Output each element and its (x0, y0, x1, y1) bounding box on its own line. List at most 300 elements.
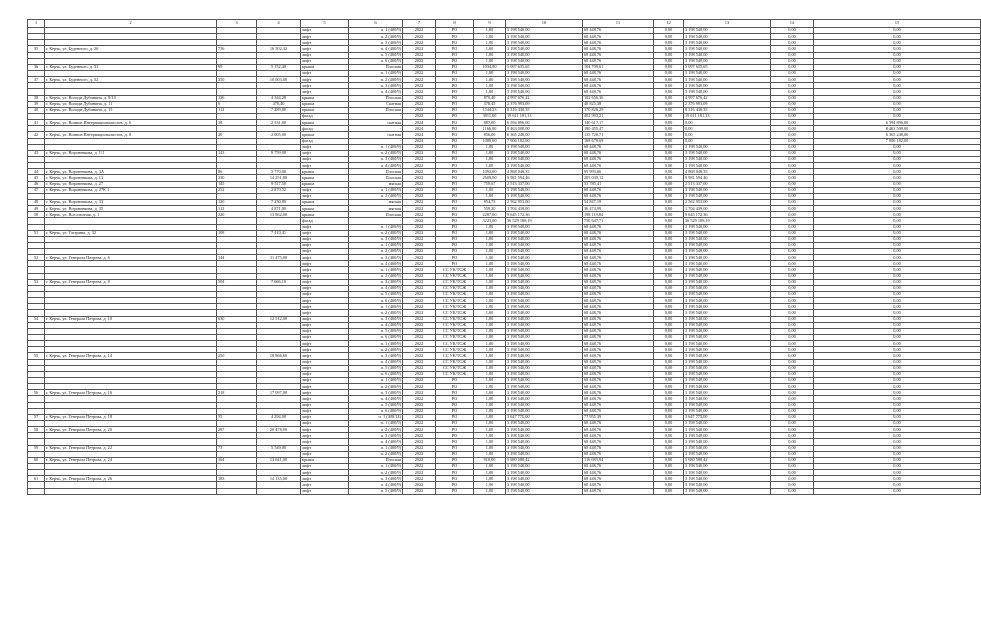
cell-col-13: 3 198 540,00 (684, 427, 771, 433)
cell-col-12: 0,00 (654, 132, 684, 138)
cell-col-1: 39 (28, 101, 45, 107)
cell-col-15: 0,00 (814, 439, 981, 445)
cell-col-7: 2022 (403, 310, 436, 316)
cell-col-2: г. Керчь, ул. Генерала Петрова, д. 24 (45, 457, 217, 463)
cell-col-2: г. Керчь, ул. Володи Дубинина, д. 9/19 (45, 95, 217, 101)
cell-col-9: 1,00 (474, 414, 506, 420)
cell-col-15: 0,00 (814, 40, 981, 46)
cell-col-3: 756 (217, 46, 257, 52)
cell-col-6: п. 6 (400/9) (349, 408, 403, 414)
cell-col-11: 68 448,76 (583, 341, 654, 347)
cell-col-5: лифт (301, 433, 349, 439)
cell-col-12: 0,00 (654, 273, 684, 279)
cell-col-13: 3 198 540,00 (684, 421, 771, 427)
cell-col-13: 3 198 540,00 (684, 304, 771, 310)
cell-col-6: п. 2 (400/9) (349, 427, 403, 433)
cell-col-13: 3 198 540,00 (684, 433, 771, 439)
cell-col-7: 2022 (403, 414, 436, 420)
cell-col-14: 0,00 (771, 64, 814, 70)
cell-col-7: 2022 (403, 230, 436, 236)
cell-col-6: Плоская (349, 457, 403, 463)
cell-col-10: 3 198 540,00 (506, 402, 583, 408)
cell-col-14: 0,00 (771, 83, 814, 89)
cell-col-10: 3 198 540,00 (506, 328, 583, 334)
cell-col-10: 9 981 594,46 (506, 175, 583, 181)
cell-col-5: лифт (301, 70, 349, 76)
cell-col-12: 0,00 (654, 242, 684, 248)
cell-col-6: п. 5 (400/9) (349, 328, 403, 334)
cell-col-9: 1,00 (474, 89, 506, 95)
cell-col-4: 2 870,52 (257, 187, 301, 193)
cell-col-6: скатная (349, 132, 403, 138)
cell-col-6: п. 1 (400/9) (349, 187, 403, 193)
cell-col-8: РО (436, 457, 474, 463)
cell-col-11: 68 448,76 (583, 267, 654, 273)
cell-col-3: 250 (217, 353, 257, 359)
cell-col-9: 1,00 (474, 390, 506, 396)
cell-col-5: лифт (301, 316, 349, 322)
cell-col-11: 68 448,76 (583, 273, 654, 279)
cell-col-2: г. Керчь, ул. Генерала Петрова, д. 18 (45, 414, 217, 420)
cell-col-2: г. Керчь, ул. Гагарина, д. 32 (45, 230, 217, 236)
cell-col-14: 0,00 (771, 58, 814, 64)
cell-col-10: 3 198 540,00 (506, 255, 583, 261)
cell-col-11: 170 826,29 (583, 107, 654, 113)
cell-col-10: 3 198 540,00 (506, 89, 583, 95)
cell-col-11: 36 474,99 (583, 206, 654, 212)
cell-col-12: 0,00 (654, 120, 684, 126)
cell-col-6: п. 2 (400/9) (349, 470, 403, 476)
cell-col-14: 0,00 (771, 285, 814, 291)
cell-col-9: 1,00 (474, 384, 506, 390)
cell-col-3: 108 (217, 230, 257, 236)
cell-col-4: 2 531,00 (257, 120, 301, 126)
cell-col-5: крыша (301, 175, 349, 181)
cell-col-14: 0,00 (771, 378, 814, 384)
cell-col-13: 3 198 540,00 (684, 347, 771, 353)
cell-col-15: 0,00 (814, 445, 981, 451)
cell-col-15: 0,00 (814, 470, 981, 476)
cell-col-13: 3 198 540,00 (684, 470, 771, 476)
cell-col-9: 1,00 (474, 347, 506, 353)
cell-col-7: 2022 (403, 95, 436, 101)
cell-col-9: 759,67 (474, 181, 506, 187)
cell-col-14: 0,00 (771, 163, 814, 169)
cell-col-12: 0,00 (654, 396, 684, 402)
cell-col-10: 4 997 676,42 (506, 95, 583, 101)
cell-col-3: 230 (217, 175, 257, 181)
cell-col-1: 43 (28, 150, 45, 156)
cell-col-2: г. Керчь, ул. Вороненкова, д. 3А (45, 169, 217, 175)
cell-col-15: 0,00 (814, 476, 981, 482)
cell-col-3: 350 (217, 77, 257, 83)
cell-col-6: п. 2 (400/9) (349, 384, 403, 390)
cell-col-14: 0,00 (771, 470, 814, 476)
cell-col-11: 68 448,76 (583, 396, 654, 402)
cell-col-6: п. 1 (400/9) (349, 144, 403, 150)
cell-col-14: 0,00 (771, 187, 814, 193)
cell-col-12: 0,00 (654, 212, 684, 218)
cell-col-4: 13 641,00 (257, 457, 301, 463)
cell-col-7: 2022 (403, 390, 436, 396)
cell-col-13: 3 198 540,00 (684, 322, 771, 328)
cell-col-6: п. 1 (400/9) (349, 70, 403, 76)
cell-col-3: 69 (217, 64, 257, 70)
cell-col-15: 0,00 (814, 175, 981, 181)
cell-col-12: 0,00 (654, 365, 684, 371)
cell-col-12: 0,00 (654, 83, 684, 89)
cell-col-12: 0,00 (654, 322, 684, 328)
cell-col-12: 0,00 (654, 476, 684, 482)
cell-col-14: 0,00 (771, 322, 814, 328)
cell-col-7: 2022 (403, 353, 436, 359)
cell-col-10: 8 463 508,00 (506, 126, 583, 132)
cell-col-13: 3 198 540,00 (684, 396, 771, 402)
cell-col-7: 2022 (403, 156, 436, 162)
cell-col-10: 3 198 540,00 (506, 445, 583, 451)
cell-col-1: 59 (28, 445, 45, 451)
cell-col-1: 37 (28, 77, 45, 83)
cell-col-9: 1,00 (474, 267, 506, 273)
cell-col-8: РО (436, 445, 474, 451)
cell-col-10: 9 645 172,36 (506, 212, 583, 218)
cell-col-1: 40 (28, 107, 45, 113)
cell-col-13: 9 645 172,36 (684, 212, 771, 218)
cell-col-8: РО (436, 120, 474, 126)
cell-col-9: 1,00 (474, 40, 506, 46)
cell-col-15: 8 463 508,00 (814, 126, 981, 132)
cell-col-11: 180 455,47 (583, 126, 654, 132)
cell-col-6: п. 2 (400/9) (349, 273, 403, 279)
cell-col-8: РО (436, 261, 474, 267)
cell-col-5: крыша (301, 132, 349, 138)
cell-col-13: 3 198 540,00 (684, 83, 771, 89)
cell-col-10: 3 198 540,00 (506, 396, 583, 402)
cell-col-5: фасад (301, 113, 349, 119)
cell-col-5: лифт (301, 304, 349, 310)
cell-col-15: 0,00 (814, 163, 981, 169)
cell-col-6: - (349, 113, 403, 119)
header-row (28, 20, 981, 28)
cell-col-2: г. Керчь, ул. Генерала Петрова, д. 8 (45, 279, 217, 285)
cell-col-9: 1,00 (474, 77, 506, 83)
cell-col-9: 1,00 (474, 58, 506, 64)
cell-col-7: 2022 (403, 150, 436, 156)
cell-col-11: 68 448,76 (583, 230, 654, 236)
cell-col-5: лифт (301, 402, 349, 408)
cell-col-10: 3 198 540,00 (506, 242, 583, 248)
cell-col-9: 1,00 (474, 28, 506, 34)
cell-col-6: п. 2 (400/9) (349, 347, 403, 353)
cell-col-8: СС УК/ТСЖ (436, 285, 474, 291)
cell-col-3: 164 (217, 457, 257, 463)
cell-col-12: 0,00 (654, 199, 684, 205)
cell-col-13: 3 198 540,00 (684, 359, 771, 365)
cell-col-15: 0,00 (814, 230, 981, 236)
cell-col-5: фасад (301, 218, 349, 224)
cell-col-5: лифт (301, 77, 349, 83)
cell-col-5: лифт (301, 89, 349, 95)
cell-col-12: 0,00 (654, 316, 684, 322)
cell-col-12: 0,00 (654, 488, 684, 494)
cell-col-12: 0,00 (654, 34, 684, 40)
cell-col-8: РО (436, 113, 474, 119)
cell-col-14: 0,00 (771, 218, 814, 224)
cell-col-5: лифт (301, 322, 349, 328)
cell-col-8: РО (436, 439, 474, 445)
cell-col-7: 2022 (403, 322, 436, 328)
cell-col-5: лифт (301, 224, 349, 230)
cell-col-15: 0,00 (814, 218, 981, 224)
cell-col-5: лифт (301, 328, 349, 334)
cell-col-12: 0,00 (654, 335, 684, 341)
cell-col-5: лифт (301, 384, 349, 390)
cell-col-9: 856,00 (474, 132, 506, 138)
cell-col-13: 3 198 540,00 (684, 328, 771, 334)
cell-col-8: РО (436, 107, 474, 113)
cell-col-10: 3 198 540,00 (506, 488, 583, 494)
cell-col-5: лифт (301, 310, 349, 316)
cell-col-6: п. 2 (400/9) (349, 150, 403, 156)
cell-col-13: 3 198 540,00 (684, 285, 771, 291)
cell-col-15: 0,00 (814, 482, 981, 488)
cell-col-5: лифт (301, 261, 349, 267)
cell-col-12: 0,00 (654, 390, 684, 396)
cell-col-13: 3 198 540,00 (684, 28, 771, 34)
cell-col-5: лифт (301, 193, 349, 199)
cell-col-15: 0,00 (814, 156, 981, 162)
cell-col-6: п. 6 (400/9) (349, 371, 403, 377)
cell-col-5: лифт (301, 414, 349, 420)
cell-col-15: 0,00 (814, 255, 981, 261)
cell-col-15: 0,00 (814, 101, 981, 107)
cell-col-3: 504 (217, 279, 257, 285)
cell-col-10: 3 198 540,00 (506, 408, 583, 414)
cell-col-3: 20 (217, 132, 257, 138)
cell-col-13: 2 513 337,00 (684, 181, 771, 187)
cell-col-7: 2022 (403, 402, 436, 408)
cell-col-8: СС УК/ТСЖ (436, 322, 474, 328)
cell-col-14: 0,00 (771, 482, 814, 488)
cell-col-11: 68 448,76 (583, 445, 654, 451)
cell-col-13: 0,00 (684, 126, 771, 132)
cell-col-6: мягкая (349, 199, 403, 205)
cell-col-9: 1,00 (474, 408, 506, 414)
cell-col-8: РО (436, 150, 474, 156)
cell-col-6: п. 1 (400/9) (349, 242, 403, 248)
cell-col-7: 2022 (403, 206, 436, 212)
cell-col-9: 1,00 (474, 163, 506, 169)
cell-col-15: 0,00 (814, 421, 981, 427)
cell-col-8: РО (436, 451, 474, 457)
cell-col-7: 2022 (403, 427, 436, 433)
cell-col-13: 3 198 540,00 (684, 46, 771, 52)
cell-col-6: Плоская (349, 64, 403, 70)
cell-col-1: 55 (28, 353, 45, 359)
cell-col-11: 68 448,76 (583, 34, 654, 40)
cell-col-7: 2022 (403, 28, 436, 34)
cell-col-14: 0,00 (771, 402, 814, 408)
cell-col-14: 0,00 (771, 353, 814, 359)
cell-col-6: Плоская (349, 175, 403, 181)
cell-col-9: 1,00 (474, 433, 506, 439)
cell-col-11: 68 448,76 (583, 365, 654, 371)
cell-col-13: 3 198 540,00 (684, 353, 771, 359)
cell-col-8: СС УК/ТСЖ (436, 273, 474, 279)
cell-col-8: СС УК/ТСЖ (436, 267, 474, 273)
cell-col-13: 3 198 540,00 (684, 89, 771, 95)
cell-col-15: 0,00 (814, 169, 981, 175)
cell-col-14: 0,00 (771, 371, 814, 377)
cell-col-15: 0,00 (814, 408, 981, 414)
cell-col-4: 5 549,00 (257, 445, 301, 451)
cell-col-10: 8 316 430,35 (506, 107, 583, 113)
cell-col-5: крыша (301, 169, 349, 175)
cell-col-5: лифт (301, 347, 349, 353)
cell-col-4: 13 862,00 (257, 212, 301, 218)
cell-col-14: 0,00 (771, 421, 814, 427)
cell-col-12: 0,00 (654, 470, 684, 476)
cell-col-13: 4 868 046,35 (684, 169, 771, 175)
cell-col-9: 1,00 (474, 335, 506, 341)
cell-col-10: 3 198 540,00 (506, 341, 583, 347)
cell-col-1: 46 (28, 181, 45, 187)
cell-col-14: 0,00 (771, 304, 814, 310)
cell-col-5: лифт (301, 255, 349, 261)
cell-col-4: 14 251,80 (257, 175, 301, 181)
cell-col-13: 3 198 540,00 (684, 341, 771, 347)
cell-col-15: 0,00 (814, 402, 981, 408)
cell-col-8: РО (436, 482, 474, 488)
cell-col-7: 2024 (403, 120, 436, 126)
cell-col-14: 0,00 (771, 46, 814, 52)
cell-col-14: 0,00 (771, 365, 814, 371)
cell-col-8: СС УК/ТСЖ (436, 347, 474, 353)
cell-col-12: 0,00 (654, 113, 684, 119)
cell-col-14: 0,00 (771, 193, 814, 199)
cell-col-14: 0,00 (771, 439, 814, 445)
cell-col-10: 3 198 540,00 (506, 476, 583, 482)
cell-col-10: 3 198 540,00 (506, 52, 583, 58)
cell-col-9: 1,00 (474, 224, 506, 230)
cell-col-8: РО (436, 249, 474, 255)
cell-col-11: 68 448,76 (583, 298, 654, 304)
cell-col-13: 3 198 540,00 (684, 378, 771, 384)
cell-col-13: 3 198 540,00 (684, 298, 771, 304)
cell-col-13: 36 529 188,19 (684, 218, 771, 224)
cell-col-6: п. 1 (400/9) (349, 463, 403, 469)
cell-col-10: 3 198 540,00 (506, 439, 583, 445)
cell-col-7: 2022 (403, 64, 436, 70)
cell-col-7: 2022 (403, 46, 436, 52)
cell-col-3 (217, 488, 257, 494)
cell-col-9: 1,00 (474, 261, 506, 267)
cell-col-7: 2022 (403, 408, 436, 414)
cell-col-15: 0,00 (814, 335, 981, 341)
cell-col-7: 2022 (403, 89, 436, 95)
cell-col-12: 0,00 (654, 236, 684, 242)
cell-col-1: 36 (28, 64, 45, 70)
cell-col-7: 2022 (403, 482, 436, 488)
cell-col-15: 0,00 (814, 77, 981, 83)
cell-col-5: лифт (301, 476, 349, 482)
cell-col-10: 3 198 540,00 (506, 58, 583, 64)
cell-col-13: 3 198 540,00 (684, 316, 771, 322)
header-cell-11: 11 (583, 20, 654, 28)
cell-col-10: 3 198 540,00 (506, 292, 583, 298)
header-cell-14: 14 (771, 20, 814, 28)
cell-col-12: 0,00 (654, 408, 684, 414)
cell-col-4: 9 517,50 (257, 181, 301, 187)
cell-col-13: 3 198 540,00 (684, 77, 771, 83)
cell-col-8: СС УК/ТСЖ (436, 359, 474, 365)
cell-col-10: 3 198 540,00 (506, 359, 583, 365)
cell-col-9: 1,00 (474, 322, 506, 328)
cell-col-6: п. 6 (400/9) (349, 58, 403, 64)
cell-col-13: 3 198 540,00 (684, 482, 771, 488)
cell-col-5: лифт (301, 359, 349, 365)
cell-col-2: г. Керчь, ул. Вороненкова, д. 1/1 (45, 150, 217, 156)
cell-col-10: 3 198 540,00 (506, 144, 583, 150)
cell-col-15: 0,00 (814, 433, 981, 439)
cell-col-11: 77 955,39 (583, 414, 654, 420)
cell-col-14: 0,00 (771, 347, 814, 353)
cell-col-13: 2 562 953,00 (684, 199, 771, 205)
cell-col-10: 3 198 540,00 (506, 427, 583, 433)
cell-col-6: п. 5 (400/9) (349, 488, 403, 494)
cell-col-9: 1,00 (474, 230, 506, 236)
cell-col-9: 378,45 (474, 101, 506, 107)
table-row (28, 488, 981, 494)
cell-col-14: 0,00 (771, 206, 814, 212)
cell-col-12: 0,00 (654, 359, 684, 365)
cell-col-7: 2022 (403, 298, 436, 304)
cell-col-8: РО (436, 463, 474, 469)
cell-col-12: 0,00 (654, 224, 684, 230)
cell-col-9: 1,00 (474, 298, 506, 304)
cell-col-9: 1,00 (474, 421, 506, 427)
cell-col-14: 0,00 (771, 95, 814, 101)
cell-col-14: 0,00 (771, 433, 814, 439)
cell-col-4: 16 502,42 (257, 46, 301, 52)
cell-col-7: 2022 (403, 457, 436, 463)
cell-col-14: 0,00 (771, 236, 814, 242)
cell-col-15: 0,00 (814, 488, 981, 494)
cell-col-15: 0,00 (814, 279, 981, 285)
cell-col-5: лифт (301, 298, 349, 304)
cell-col-11: 68 448,76 (583, 46, 654, 52)
cell-col-8: РО (436, 230, 474, 236)
cell-col-11: 68 448,76 (583, 292, 654, 298)
cell-col-7: 2022 (403, 463, 436, 469)
cell-col-10: 5 680 588,42 (506, 457, 583, 463)
cell-col-7: 2022 (403, 255, 436, 261)
cell-col-9: 1,00 (474, 46, 506, 52)
cell-col-11: 68 448,76 (583, 193, 654, 199)
cell-col-11: 53 785,41 (583, 181, 654, 187)
cell-col-11: 102 656,36 (583, 95, 654, 101)
cell-col-8: РО (436, 95, 474, 101)
cell-col-6: п. 5 (400/9) (349, 292, 403, 298)
cell-col-11: 168 678,69 (583, 138, 654, 144)
cell-col-14: 0,00 (771, 175, 814, 181)
cell-col-11: 68 448,76 (583, 156, 654, 162)
cell-col-11: 68 448,76 (583, 390, 654, 396)
cell-col-8: РО (436, 163, 474, 169)
cell-col-10: 3 198 540,00 (506, 316, 583, 322)
cell-col-5: лифт (301, 242, 349, 248)
cell-col-4: 18 866,60 (257, 353, 301, 359)
